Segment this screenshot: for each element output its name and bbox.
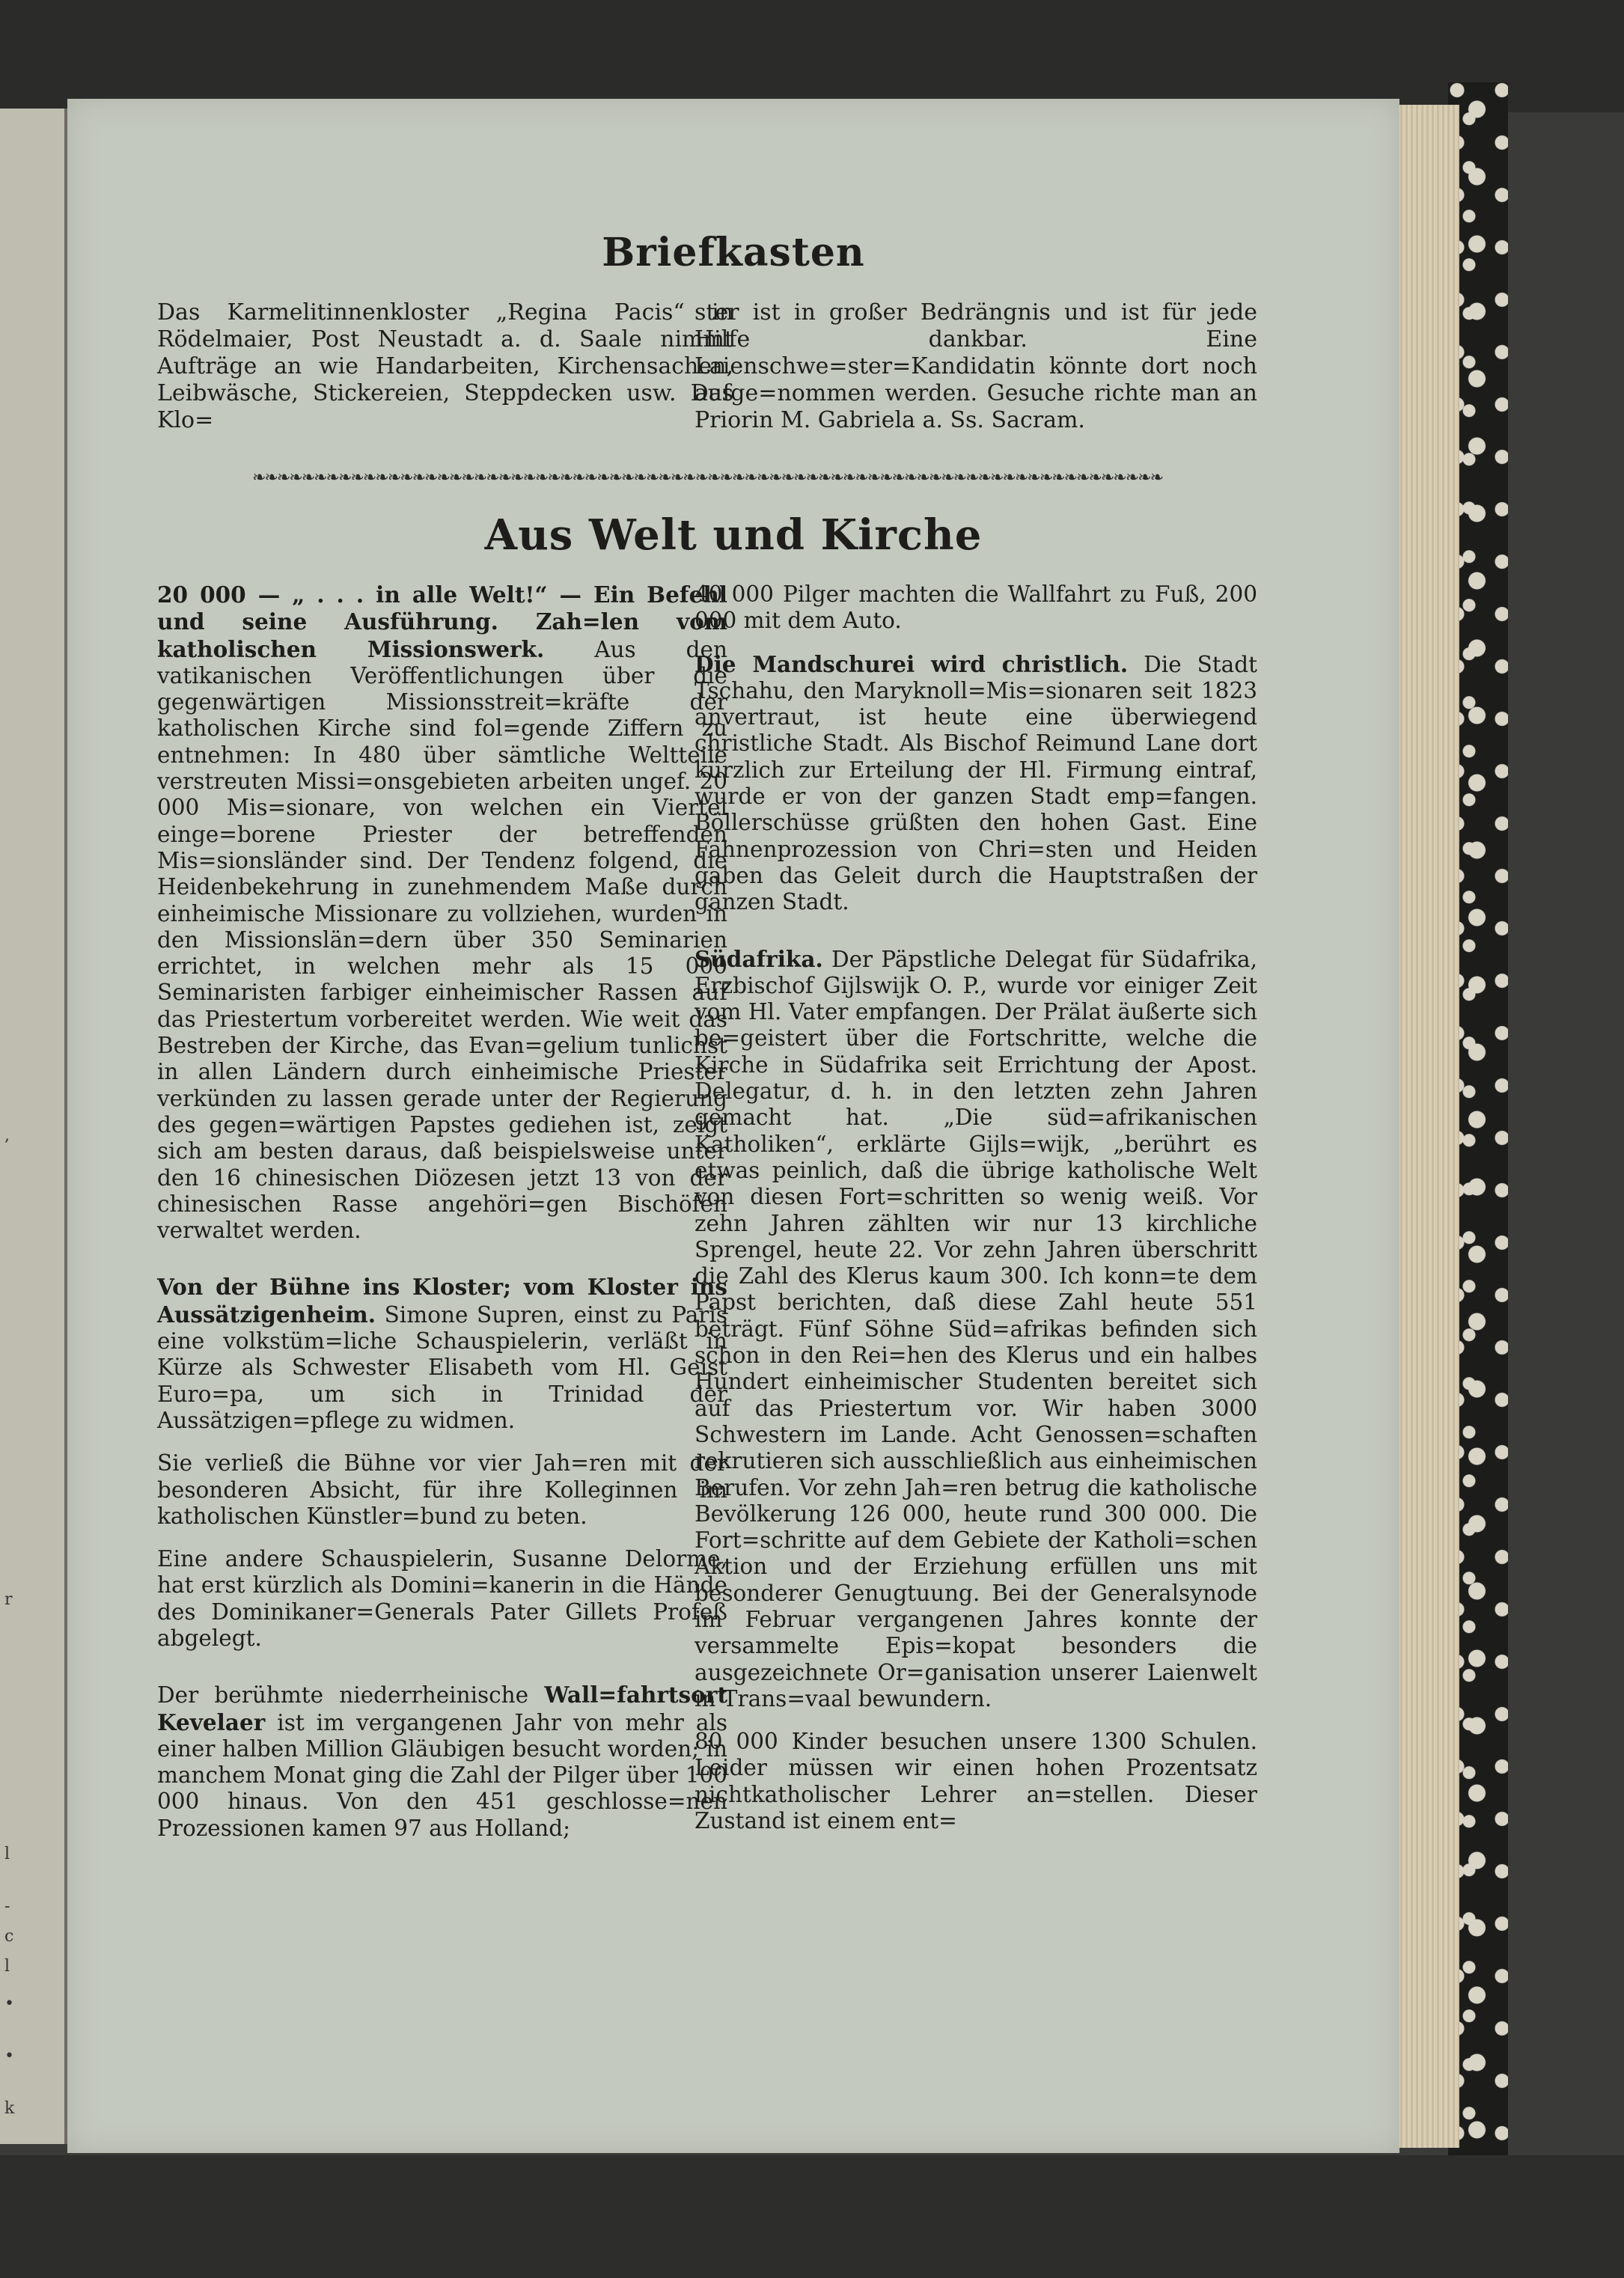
article-mandschurei	[695, 651, 1257, 916]
welt-left-column	[157, 581, 727, 1858]
left-facing-page	[0, 109, 69, 2144]
article-missionswerk	[157, 581, 727, 1244]
article-kevelaer-continued: 40 000 Pilger machten die Wallfahrt zu Fuß, 200 000 mit dem Auto.	[695, 581, 1257, 634]
article-buehne-kloster	[157, 1274, 727, 1434]
article-lead: Der berühmte niederrheinische	[157, 1682, 529, 1708]
briefkasten-text-left: Das Karmelitinnenkloster „Regina Pacis“ in Rödelmaier, Post Neustadt a. d. Saale nimmt Aufträge an wie Handarbeiten, Kirchensachen, Leibwäsche, Stickereien, Steppdecken usw. Das Klo=	[157, 299, 733, 433]
margin-mark: •	[4, 1994, 14, 2013]
margin-mark: l	[4, 1957, 10, 1976]
article-body: Die Stadt Tschahu, den Maryknoll=Mis=sionaren seit 1823 anvertraut, ist heute eine überwiegend christliche Stadt. Als Bischof Reimund Lane dort kürzlich zur Erteilung der Hl. Firmung eintraf, wurde er von der ganzen Stadt emp=fangen. Böllerschüsse grüßten den hohen Gast. Eine Fahnenprozession von Chri=sten und Heiden gaben das Geleit durch die Hauptstraßen der ganzen Stadt.	[695, 651, 1257, 915]
top-shadow	[0, 0, 1624, 112]
margin-mark: c	[4, 1927, 14, 1946]
paragraph: Eine andere Schauspielerin, Susanne Delorme, hat erst kürzlich als Domini=kanerin in die Hände des Dominikaner=Generals Pater Gillets Profeß abgelegt.	[157, 1546, 727, 1651]
article-headline: Die Mandschurei wird christlich.	[695, 650, 1129, 677]
bottom-shadow	[0, 2155, 1624, 2278]
article-body: Der Päpstliche Delegat für Südafrika, Erzbischof Gijlswijk O. P., wurde vor einiger Zeit vom Hl. Vater empfangen. Der Prälat äußerte sich be=geistert über die Fortschritte, welche die Kirche in Südafrika seit Errichtung der Apost. Delegatur, d. h. in den letzten zehn Jahren gemacht hat. „Die süd=afrikanischen Katholiken“, erklärte Gijls=wijk, „berührt es etwas peinlich, daß die übrige katholische Welt von diesen Fort=schritten so wenig weiß. Vor zehn Jahren zählten wir nur 13 kirchliche Sprengel, heute 22. Vor zehn Jahren überschritt die Zahl des Klerus kaum 300. Ich konn=te dem Papst berichten, daß diese Zahl heute 551 beträgt. Fünf Söhne Süd=afrikas befinden sich schon in den Rei=hen des Klerus und ein halbes Hundert einheimischer Studenten bereitet sich auf das Priestertum vor. Wir haben 3000 Schwestern im Lande. Acht Genossen=schaften rekrutieren sich ausschließlich aus einheimischen Berufen. Vor zehn Jah=ren betrug die katholische Bevölkerung 126 000, heute rund 300 000. Die Fort=schritte auf dem Gebiete der Katholi=schen Aktion und der Erziehung erfüllen uns mit besonderer Genugtuung. Bei der Generalsynode im Februar vergangenen Jahres konnte der versammelte Epis=kopat besonders die ausgezeichnete Or=ganisation unserer Laienwelt in Trans=vaal bewundern.	[695, 946, 1257, 1711]
article-kevelaer	[157, 1682, 727, 1842]
heading-aus-welt-und-kirche: Aus Welt und Kirche	[484, 510, 983, 560]
margin-mark: •	[4, 2047, 14, 2065]
article-suedafrika	[695, 946, 1257, 1713]
briefkasten-left-column	[157, 299, 733, 451]
left-margin-marks	[4, 109, 57, 2144]
article-headline: 20 000 — „ . . . in alle Welt!“ — Ein Befehl und seine Ausführung. Zah=len vom katholischen Missionswerk.	[157, 581, 727, 662]
margin-mark: l	[4, 1845, 10, 1863]
page-edges	[1392, 105, 1459, 2148]
briefkasten-text-right: ster ist in großer Bedrängnis und ist für jede Hilfe dankbar. Eine Laienschwe=ster=Kandidatin könnte dort noch aufge=nommen werden. Gesuche richte man an Priorin M. Gabriela a. Ss. Sacram.	[695, 299, 1257, 433]
welt-right-column	[695, 581, 1257, 1851]
margin-mark: r	[4, 1590, 13, 1609]
article-body: Simone Supren, einst zu Paris eine volkstüm=liche Schauspielerin, verläßt in Kürze als Schwester Elisabeth vom Hl. Geist Euro=pa, um sich in Trinidad der Aussätzigen=pflege zu widmen.	[157, 1301, 727, 1433]
article-headline: Von der Bühne ins Kloster; vom Kloster ins Aussätzigenheim.	[157, 1274, 727, 1328]
article-headline: Südafrika.	[695, 945, 823, 972]
paragraph-schulen: 80 000 Kinder besuchen unsere 1300 Schulen. Leider müssen wir einen hohen Prozentsatz nichtkatholischer Lehrer an=stellen. Dieser Zustand ist einem ent=	[695, 1729, 1257, 1834]
margin-mark: -	[4, 1897, 10, 1916]
article-body: ist im vergangenen Jahr von mehr als einer halben Million Gläubigen besucht worden; in manchem Monat ging die Zahl der Pilger über 100 000 hinaus. Von den 451 geschlosse=nen Prozessionen kamen 97 aus Holland;	[157, 1709, 727, 1841]
margin-mark: k	[4, 2099, 15, 2118]
document-page	[67, 99, 1399, 2153]
paragraph: Sie verließ die Bühne vor vier Jah=ren mit der besonderen Absicht, für ihre Kolleginnen im katholischen Künstler=bund zu beten.	[157, 1450, 727, 1529]
ornamental-divider: ❧❧❧❧❧❧❧❧❧❧❧❧❧❧❧❧❧❧❧❧❧❧❧❧❧❧❧❧❧❧❧❧❧❧❧❧❧❧❧❧❧❧❧❧❧❧❧❧❧❧❧❧❧❧❧❧❧❧❧❧❧❧❧❧❧❧❧❧❧❧❧❧❧❧	[251, 469, 1163, 487]
margin-mark: ,	[4, 1126, 10, 1145]
heading-briefkasten: Briefkasten	[602, 230, 865, 275]
briefkasten-right-column	[695, 299, 1257, 451]
article-body: Aus den vatikanischen Veröffentlichungen über die gegenwärtigen Missionsstreit=kräfte der katholischen Kirche sind fol=gende Ziffern zu entnehmen: In 480 über sämtliche Weltteile verstreuten Missi=onsgebieten arbeiten ungef. 20 000 Mis=sionare, von welchen ein Viertel einge=borene Priester der betreffenden Mis=sionsländer sind. Der Tendenz folgend, die Heidenbekehrung in zunehmendem Maße durch einheimische Missionare zu vollziehen, wurden in den Missionslän=dern über 350 Seminarien errichtet, in welchen mehr als 15 000 Seminaristen farbiger einheimischer Rassen auf das Priestertum vorbereitet werden. Wie weit das Bestreben der Kirche, das Evan=gelium tunlichst in allen Ländern durch einheimische Priester verkünden zu lassen gerade unter der Regierung des gegen=wärtigen Papstes gediehen ist, zeigt sich am besten daraus, daß beispielsweise unter den 16 chinesischen Diözesen jetzt 13 von der chinesischen Rasse angehöri=gen Bischöfen verwaltet werden.	[157, 636, 727, 1244]
article-headline: Wall=fahrtsort Kevelaer	[157, 1682, 727, 1735]
